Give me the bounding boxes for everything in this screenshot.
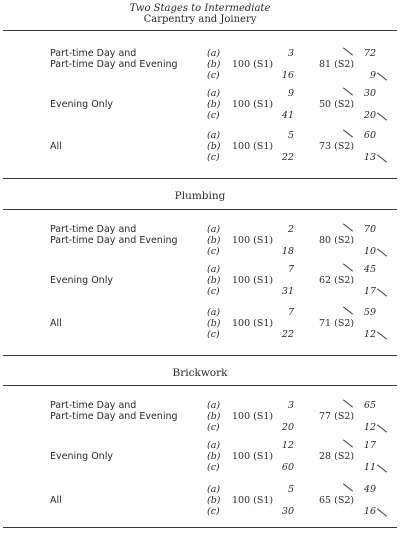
table-row (0, 152, 400, 163)
row-letter: (a) (207, 400, 221, 411)
stage2-value: 71 (S2) (319, 318, 355, 329)
table-row (0, 462, 400, 473)
stage2-subvalue: 13 (363, 152, 376, 163)
stage1-subvalue: 30 (281, 506, 294, 517)
row-letter: (c) (207, 422, 220, 433)
stage2-value: 77 (S2) (319, 411, 355, 422)
table-row (0, 286, 400, 297)
row-letter: (b) (207, 411, 221, 422)
stage2-subvalue: 17 (363, 286, 376, 297)
row-letter: (c) (207, 506, 220, 517)
group-label: All (50, 495, 62, 506)
row-letter: (c) (207, 152, 220, 163)
stage2-subvalue: 59 (363, 307, 376, 318)
stage1-value: 100 (S1) (232, 318, 274, 329)
group-label: Part-time Day and Evening (50, 235, 178, 246)
stage2-subvalue: 72 (363, 48, 376, 59)
row-letter: (b) (207, 275, 221, 286)
row-letter: (a) (207, 264, 221, 275)
table-row (0, 264, 400, 275)
table-row (0, 451, 400, 462)
stage2-subvalue: 20 (363, 110, 376, 121)
group-label: All (50, 318, 62, 329)
stage2-value: 81 (S2) (319, 59, 355, 70)
rule (3, 209, 397, 210)
section-title-plumbing: Plumbing (174, 190, 226, 202)
stage1-value: 100 (S1) (232, 59, 274, 70)
stage2-value: 50 (S2) (319, 99, 355, 110)
table-row (0, 88, 400, 99)
row-letter: (c) (207, 70, 220, 81)
table-row (0, 329, 400, 340)
row-letter: (c) (207, 329, 220, 340)
stage1-subvalue: 12 (281, 440, 294, 451)
stage2-subvalue: 65 (363, 400, 376, 411)
stage1-value: 100 (S1) (232, 275, 274, 286)
row-letter: (c) (207, 462, 220, 473)
table-row (0, 411, 400, 422)
row-letter: (b) (207, 141, 221, 152)
table-row (0, 506, 400, 517)
rule (3, 178, 397, 179)
table-row (0, 307, 400, 318)
stage1-subvalue: 3 (287, 48, 294, 59)
stage1-subvalue: 5 (287, 484, 294, 495)
table-row (0, 484, 400, 495)
stage1-subvalue: 5 (287, 130, 294, 141)
row-letter: (c) (207, 246, 220, 257)
row-letter: (a) (207, 48, 221, 59)
stage1-subvalue: 31 (281, 286, 294, 297)
row-letter: (b) (207, 451, 221, 462)
stage1-subvalue: 7 (287, 264, 294, 275)
table-row (0, 275, 400, 286)
rule-top (3, 30, 397, 31)
group-label: Part-time Day and (50, 48, 137, 59)
row-letter: (a) (207, 130, 221, 141)
table-row (0, 495, 400, 506)
stage2-subvalue: 17 (363, 440, 376, 451)
rule (3, 385, 397, 386)
stage2-subvalue: 70 (363, 224, 376, 235)
stage1-value: 100 (S1) (232, 495, 274, 506)
stage1-value: 100 (S1) (232, 411, 274, 422)
row-letter: (a) (207, 88, 221, 99)
stage1-value: 100 (S1) (232, 451, 274, 462)
stage2-subvalue: 49 (363, 484, 376, 495)
row-letter: (b) (207, 99, 221, 110)
table-row (0, 400, 400, 411)
table-row (0, 59, 400, 70)
group-label: Part-time Day and (50, 224, 137, 235)
group-label: Evening Only (50, 275, 113, 286)
row-letter: (b) (207, 495, 221, 506)
row-letter: (a) (207, 484, 221, 495)
row-letter: (b) (207, 59, 221, 70)
section-title-carpentry: Carpentry and Joinery (143, 14, 257, 25)
stage1-subvalue: 20 (281, 422, 294, 433)
stage1-value: 100 (S1) (232, 141, 274, 152)
stage2-value: 73 (S2) (319, 141, 355, 152)
rule (3, 355, 397, 356)
row-letter: (c) (207, 286, 220, 297)
stage1-subvalue: 9 (287, 88, 294, 99)
stage2-subvalue: 11 (363, 462, 376, 473)
table-row (0, 130, 400, 141)
row-letter: (a) (207, 307, 221, 318)
stage2-value: 28 (S2) (319, 451, 355, 462)
table-row (0, 235, 400, 246)
group-label: Evening Only (50, 451, 113, 462)
stage1-subvalue: 3 (287, 400, 294, 411)
stage2-subvalue: 12 (363, 329, 376, 340)
stage1-subvalue: 22 (281, 152, 294, 163)
table-row (0, 246, 400, 257)
row-letter: (a) (207, 224, 221, 235)
table-row (0, 48, 400, 59)
stage1-value: 100 (S1) (232, 99, 274, 110)
stage2-subvalue: 60 (363, 130, 376, 141)
stage1-subvalue: 18 (281, 246, 294, 257)
stage1-value: 100 (S1) (232, 235, 274, 246)
group-label: Part-time Day and Evening (50, 411, 178, 422)
stage2-value: 65 (S2) (319, 495, 355, 506)
row-letter: (b) (207, 235, 221, 246)
group-label: All (50, 141, 62, 152)
table-row (0, 224, 400, 235)
stage1-subvalue: 2 (287, 224, 294, 235)
table-row (0, 141, 400, 152)
table-row (0, 99, 400, 110)
group-label: Part-time Day and (50, 400, 137, 411)
stage1-subvalue: 7 (287, 307, 294, 318)
table-row (0, 422, 400, 433)
row-letter: (c) (207, 110, 220, 121)
table-row (0, 70, 400, 81)
stage2-subvalue: 12 (363, 422, 376, 433)
row-letter: (a) (207, 440, 221, 451)
stage2-subvalue: 9 (369, 70, 376, 81)
stage1-subvalue: 60 (281, 462, 294, 473)
stage2-subvalue: 10 (363, 246, 376, 257)
stage1-subvalue: 41 (281, 110, 294, 121)
group-label: Part-time Day and Evening (50, 59, 178, 70)
section-title-brickwork: Brickwork (172, 367, 228, 379)
stage2-subvalue: 16 (363, 506, 376, 517)
stage2-subvalue: 45 (363, 264, 376, 275)
row-letter: (b) (207, 318, 221, 329)
page-title-line1: Two Stages to Intermediate (129, 3, 271, 14)
group-label: Evening Only (50, 99, 113, 110)
rule-bottom (3, 527, 397, 528)
table-row (0, 318, 400, 329)
stage2-value: 62 (S2) (319, 275, 355, 286)
stage1-subvalue: 22 (281, 329, 294, 340)
stage2-subvalue: 30 (363, 88, 376, 99)
stage2-value: 80 (S2) (319, 235, 355, 246)
table-row (0, 440, 400, 451)
table-row (0, 110, 400, 121)
stage1-subvalue: 16 (281, 70, 294, 81)
